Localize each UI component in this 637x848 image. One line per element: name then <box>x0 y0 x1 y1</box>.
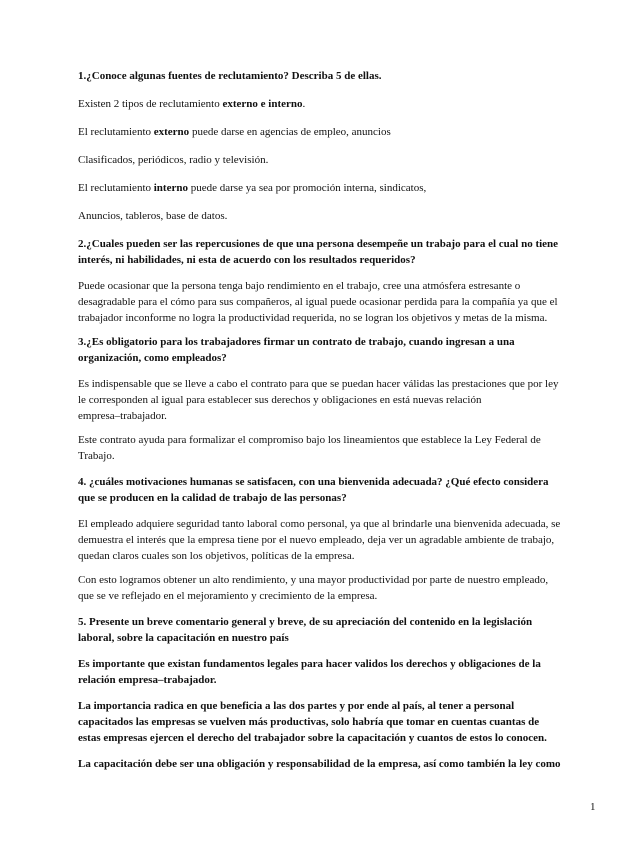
text: puede darse ya sea por promoción interna, sindicatos, <box>187 182 427 194</box>
line: estas empresas ejercen el derecho del trabajador sobre la capacitación y cuantos de estos lo conocen. <box>78 732 547 744</box>
line: Este contrato ayuda para formalizar el compromiso bajo los lineamientos que establece la Ley Federal de <box>78 434 541 446</box>
question-5-title <box>78 614 578 646</box>
line: demuestra el interés que la empresa tiene por el nuevo empleado, deja ver un agradable ambiente de trabajo, <box>78 534 555 546</box>
line: La capacitación debe ser una obligación y responsabilidad de la empresa, así como también la ley como <box>78 758 561 770</box>
line: 3.¿Es obligatorio para los trabajadores firmar un contrato de trabajo, cuando ingresan a una <box>78 336 515 348</box>
line: Trabajo. <box>78 450 115 462</box>
answer-1-paragraph-5: Anuncios, tableros, base de datos. <box>78 210 228 222</box>
line: empresa–trabajador. <box>78 410 167 422</box>
emphasis: externo e interno <box>222 98 303 110</box>
line: le corresponden al igual para establecer sus derechos y obligaciones en está nuevas relación <box>78 394 482 406</box>
answer-4-paragraph-1 <box>78 516 578 564</box>
page-number: 1 <box>590 801 596 813</box>
text: . <box>302 98 306 110</box>
text: El reclutamiento <box>78 126 154 138</box>
line: capacitados las empresas se vuelven más productivas, solo habría que tomar en cuentas cuantas de <box>78 716 540 728</box>
line: Con esto logramos obtener un alto rendimiento, y una mayor productividad por parte de nuestro empleado, <box>78 574 549 586</box>
answer-5-paragraph-2 <box>78 698 578 746</box>
line: organización, como empleados? <box>78 352 227 364</box>
line: Es indispensable que se lleve a cabo el contrato para que se puedan hacer válidas las prestaciones que por ley <box>78 378 559 390</box>
question-1-title: 1.¿Conoce algunas fuentes de reclutamiento? Describa 5 de ellas. <box>78 70 382 82</box>
line: desagradable para el cómo para sus compañeros, al igual puede ocasionar perdida para la compañía ya que el <box>78 296 558 308</box>
line: 5. Presente un breve comentario general y breve, de su apreciación del contenido en la legislación <box>78 616 533 628</box>
line: que se producen en la calidad de trabajo de las personas? <box>78 492 347 504</box>
answer-1-paragraph-3: Clasificados, periódicos, radio y televisión. <box>78 154 269 166</box>
answer-1-paragraph-4 <box>78 180 578 196</box>
emphasis: externo <box>153 126 190 138</box>
answer-1-paragraph-2 <box>78 124 578 140</box>
question-4-title <box>78 474 578 506</box>
text: puede darse en agencias de empleo, anuncios <box>189 126 391 138</box>
line: Puede ocasionar que la persona tenga bajo rendimiento en el trabajo, cree una atmósfera estresante o <box>78 280 521 292</box>
line: laboral, sobre la capacitación en nuestro país <box>78 632 289 644</box>
line: La importancia radica en que beneficia a las dos partes y por ende al país, al tener a personal <box>78 700 515 712</box>
answer-2 <box>78 278 578 326</box>
emphasis: interno <box>153 182 188 194</box>
line: trabajador inconforme no logra la productividad requerida, no se logran los objetivos y metas de la misma. <box>78 312 548 324</box>
answer-1-paragraph-1 <box>78 96 578 112</box>
line: interés, ni habilidades, ni esta de acuerdo con los resultados requeridos? <box>78 254 416 266</box>
answer-3-paragraph-1 <box>78 376 578 424</box>
answer-4-paragraph-2 <box>78 572 578 604</box>
question-3-title <box>78 334 578 366</box>
line: quedan claros cuales son los objetivos, políticas de la empresa. <box>78 550 355 562</box>
line: 2.¿Cuales pueden ser las repercusiones de que una persona desempeñe un trabajo para el cual no tiene <box>78 238 559 250</box>
line: Es importante que existan fundamentos legales para hacer validos los derechos y obligaciones de la <box>78 658 541 670</box>
answer-5-paragraph-3 <box>78 756 578 772</box>
text: Existen 2 tipos de reclutamiento <box>78 98 223 110</box>
line: El empleado adquiere seguridad tanto laboral como personal, ya que al brindarle una bienvenida adecuada, se <box>78 518 561 530</box>
line: relación empresa–trabajador. <box>78 674 217 686</box>
text: El reclutamiento <box>78 182 154 194</box>
answer-3-paragraph-2 <box>78 432 578 464</box>
answer-5-paragraph-1 <box>78 656 578 688</box>
question-2-title <box>78 236 578 268</box>
line: que se ve reflejado en el mejoramiento y crecimiento de la empresa. <box>78 590 378 602</box>
line: 4. ¿cuáles motivaciones humanas se satisfacen, con una bienvenida adecuada? ¿Qué efecto considera <box>78 476 549 488</box>
